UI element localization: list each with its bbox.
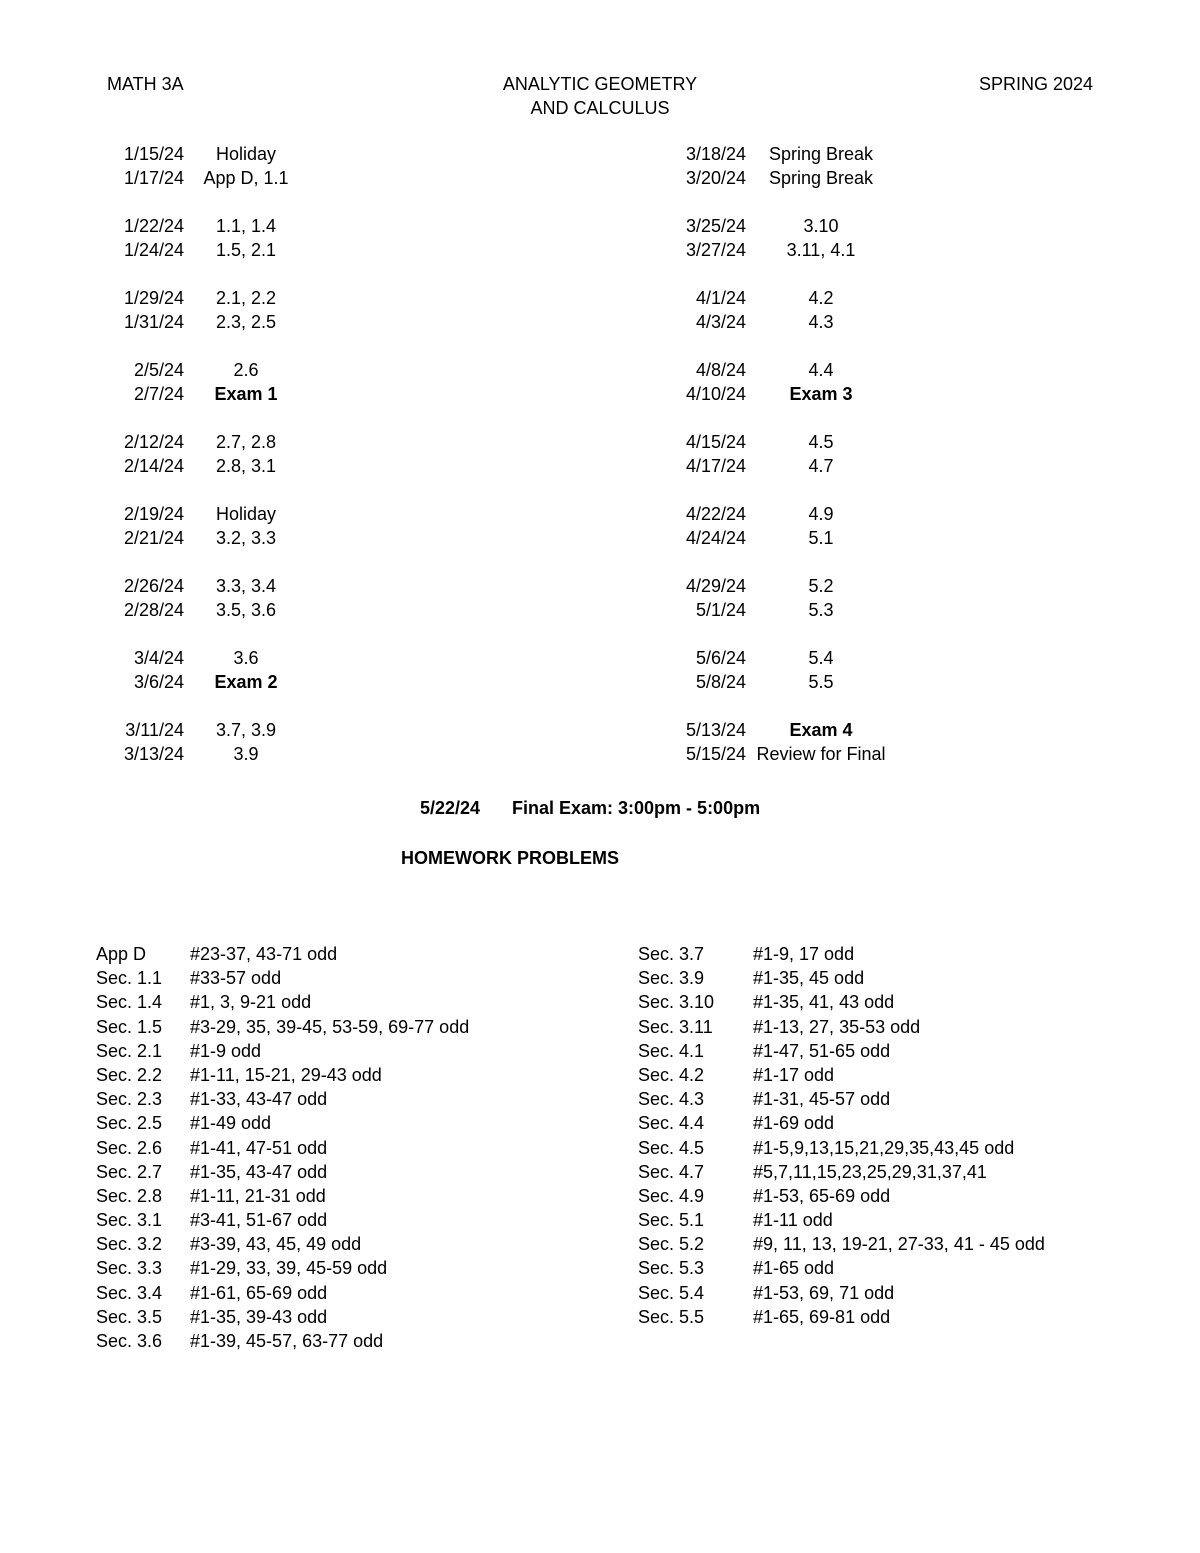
schedule-week-gap <box>100 694 308 718</box>
schedule-row <box>100 742 308 766</box>
schedule-date: 3/27/24 <box>685 240 746 261</box>
schedule-topic: 1.1, 1.4 <box>215 215 277 236</box>
homework-problems: #1-29, 33, 39, 45-59 odd <box>190 1258 388 1279</box>
homework-problems: #1-11, 15-21, 29-43 odd <box>190 1064 382 1085</box>
homework-row <box>96 1329 469 1353</box>
course-title-line-2: AND CALCULUS <box>530 98 670 118</box>
homework-row <box>638 1015 1045 1039</box>
schedule-topic: 4.2 <box>808 287 834 308</box>
homework-problems: #33-57 odd <box>190 968 282 989</box>
schedule-row <box>660 286 896 310</box>
schedule-topic: Spring Break <box>768 144 874 164</box>
schedule-week-gap <box>660 550 896 574</box>
schedule-row <box>100 310 308 334</box>
homework-problems: #1-31, 45-57 odd <box>753 1089 891 1110</box>
schedule-date: 3/13/24 <box>123 743 184 764</box>
homework-problems: #1-9, 17 odd <box>753 944 855 964</box>
schedule-topic: 5.1 <box>808 528 834 549</box>
homework-section: Sec. 4.3 <box>638 1089 705 1110</box>
homework-section: Sec. 4.7 <box>638 1161 705 1182</box>
schedule-date: 5/15/24 <box>685 743 746 764</box>
schedule-topic: 4.5 <box>808 431 834 452</box>
homework-section: Sec. 5.4 <box>638 1282 705 1303</box>
schedule-topic: 2.7, 2.8 <box>215 431 277 452</box>
schedule-date: 2/5/24 <box>133 359 184 380</box>
schedule-row <box>100 382 308 406</box>
homework-section: Sec. 2.6 <box>96 1137 163 1158</box>
schedule-topic: Spring Break <box>768 168 874 189</box>
schedule-row <box>660 430 896 454</box>
schedule-week-gap <box>100 550 308 574</box>
homework-section: Sec. 3.11 <box>638 1016 713 1037</box>
homework-row <box>638 1160 1045 1184</box>
schedule-topic: Holiday <box>215 144 277 164</box>
homework-section: Sec. 5.2 <box>638 1234 705 1255</box>
schedule-topic: 5.5 <box>808 671 834 692</box>
schedule-row <box>100 670 308 694</box>
schedule-date: 5/6/24 <box>695 647 746 668</box>
schedule-week-gap <box>660 694 896 718</box>
homework-row <box>96 942 469 966</box>
schedule-row <box>100 526 308 550</box>
homework-row <box>638 990 1045 1014</box>
homework-problems: #1-5,9,13,15,21,29,35,43,45 odd <box>753 1137 1015 1158</box>
schedule-row <box>660 454 896 478</box>
schedule-date: 3/6/24 <box>133 671 184 692</box>
homework-row <box>96 1111 469 1135</box>
schedule-row <box>100 598 308 622</box>
schedule-date: 3/11/24 <box>125 719 184 740</box>
schedule-date: 4/17/24 <box>685 456 746 477</box>
schedule-date: 1/29/24 <box>123 287 184 308</box>
homework-problems: #3-39, 43, 45, 49 odd <box>190 1234 362 1255</box>
homework-problems: #1-17 odd <box>753 1064 835 1085</box>
homework-problems: #1-35, 43-47 odd <box>190 1161 328 1182</box>
homework-section: Sec. 2.8 <box>96 1185 163 1206</box>
schedule-week-gap <box>100 406 308 430</box>
schedule-topic: App D, 1.1 <box>203 168 289 189</box>
schedule-topic: 2.6 <box>233 359 259 380</box>
schedule-date: 1/15/24 <box>123 144 184 164</box>
homework-row <box>96 1232 469 1256</box>
homework-problems: #1-11 odd <box>753 1210 833 1231</box>
schedule-row <box>100 574 308 598</box>
schedule-date: 4/24/24 <box>685 528 746 549</box>
homework-problems: #1-53, 69, 71 odd <box>753 1282 895 1303</box>
homework-row <box>638 1111 1045 1135</box>
homework-section: Sec. 4.1 <box>638 1040 705 1061</box>
homework-row <box>638 1039 1045 1063</box>
homework-problems: #1-39, 45-57, 63-77 odd <box>190 1331 384 1351</box>
schedule-topic: Review for Final <box>756 743 886 764</box>
homework-problems: #9, 11, 13, 19-21, 27-33, 41 - 45 odd <box>753 1234 1045 1255</box>
schedule-row <box>100 166 308 190</box>
homework-row <box>638 966 1045 990</box>
schedule-date: 2/21/24 <box>123 528 184 549</box>
schedule-row <box>660 358 896 382</box>
homework-section: App D <box>96 944 147 964</box>
schedule-date: 2/14/24 <box>123 456 184 477</box>
course-title-line-1: ANALYTIC GEOMETRY <box>502 74 698 94</box>
schedule-topic: Exam 1 <box>214 384 278 405</box>
schedule-topic: 3.11, 4.1 <box>786 240 856 261</box>
homework-left-column <box>96 942 469 1353</box>
schedule-row <box>100 142 308 166</box>
homework-section: Sec. 4.2 <box>638 1064 705 1085</box>
homework-problems: #1-35, 41, 43 odd <box>753 992 895 1013</box>
homework-section: Sec. 3.10 <box>638 992 715 1013</box>
final-exam-date: 5/22/24 <box>420 798 481 818</box>
schedule-row <box>100 454 308 478</box>
schedule-date: 2/26/24 <box>123 575 184 596</box>
schedule-row <box>660 502 896 526</box>
schedule-date: 1/22/24 <box>123 215 184 236</box>
schedule-topic: 5.4 <box>808 647 834 668</box>
homework-section: Sec. 2.7 <box>96 1161 163 1182</box>
schedule-date: 5/1/24 <box>695 600 746 620</box>
schedule-row <box>660 574 896 598</box>
schedule-date: 3/4/24 <box>133 647 184 668</box>
homework-problems: #1-65, 69-81 odd <box>753 1306 891 1327</box>
final-exam-text: Final Exam: 3:00pm - 5:00pm <box>512 798 761 818</box>
schedule-date: 5/8/24 <box>695 671 746 692</box>
homework-problems: #1-47, 51-65 odd <box>753 1040 891 1061</box>
homework-row <box>638 1256 1045 1280</box>
homework-row <box>638 1232 1045 1256</box>
homework-row <box>638 1305 1045 1329</box>
homework-problems: #1-41, 47-51 odd <box>190 1137 328 1158</box>
schedule-row <box>660 526 896 550</box>
homework-section: Sec. 1.5 <box>96 1016 163 1037</box>
homework-problems: #1-33, 43-47 odd <box>190 1089 328 1110</box>
homework-section: Sec. 3.2 <box>96 1234 163 1255</box>
homework-section: Sec. 3.4 <box>96 1282 163 1303</box>
homework-problems: #1-35, 39-43 odd <box>190 1306 328 1327</box>
schedule-date: 4/3/24 <box>695 312 746 333</box>
homework-section: Sec. 3.6 <box>96 1331 163 1351</box>
schedule-topic: Exam 2 <box>214 671 278 692</box>
schedule-topic: 4.4 <box>808 359 834 380</box>
schedule-topic: Exam 3 <box>789 384 853 405</box>
schedule-week-gap <box>660 622 896 646</box>
homework-row <box>96 1184 469 1208</box>
schedule-week-gap <box>100 478 308 502</box>
homework-section: Sec. 4.5 <box>638 1137 705 1158</box>
schedule-topic: 3.2, 3.3 <box>215 528 277 549</box>
schedule-topic: 2.8, 3.1 <box>215 456 277 477</box>
homework-row <box>638 1063 1045 1087</box>
homework-section: Sec. 3.7 <box>638 944 705 964</box>
homework-section: Sec. 2.2 <box>96 1064 163 1085</box>
homework-row <box>638 942 1045 966</box>
schedule-date: 3/18/24 <box>685 144 746 164</box>
homework-section: Sec. 3.9 <box>638 968 705 989</box>
schedule-topic: 5.2 <box>808 575 834 596</box>
schedule-topic: 4.7 <box>808 456 834 477</box>
schedule-week-gap <box>660 478 896 502</box>
schedule-row <box>660 238 896 262</box>
homework-section: Sec. 3.3 <box>96 1258 163 1279</box>
homework-section: Sec. 3.5 <box>96 1306 163 1327</box>
schedule-row <box>660 382 896 406</box>
schedule-row <box>100 238 308 262</box>
schedule-right-column <box>660 142 896 766</box>
schedule-topic: 3.10 <box>803 215 839 236</box>
homework-section: Sec. 3.1 <box>96 1210 163 1231</box>
schedule-week-gap <box>100 262 308 286</box>
homework-row <box>96 1208 469 1232</box>
schedule-week-gap <box>660 406 896 430</box>
schedule-week-gap <box>100 334 308 358</box>
schedule-date: 2/7/24 <box>133 384 184 405</box>
schedule-row <box>660 598 896 622</box>
homework-section: Sec. 5.1 <box>638 1210 705 1231</box>
schedule-week-gap <box>100 622 308 646</box>
schedule-date: 2/28/24 <box>123 600 184 620</box>
schedule-topic: 4.3 <box>808 312 834 333</box>
homework-right-column <box>638 942 1045 1329</box>
homework-row <box>96 990 469 1014</box>
homework-row <box>96 1015 469 1039</box>
schedule-week-gap <box>660 334 896 358</box>
schedule-row <box>100 358 308 382</box>
homework-section: Sec. 4.4 <box>638 1113 705 1134</box>
schedule-date: 4/29/24 <box>685 575 746 596</box>
homework-problems: #1, 3, 9-21 odd <box>190 992 312 1013</box>
term: SPRING 2024 <box>978 74 1093 94</box>
schedule-date: 1/24/24 <box>123 240 184 261</box>
homework-problems: #3-41, 51-67 odd <box>190 1210 328 1231</box>
schedule-date: 5/13/24 <box>685 719 746 740</box>
homework-problems: #1-11, 21-31 odd <box>190 1185 326 1206</box>
schedule-date: 1/17/24 <box>123 168 184 189</box>
homework-row <box>96 1281 469 1305</box>
schedule-row <box>100 646 308 670</box>
homework-section: Sec. 4.9 <box>638 1185 705 1206</box>
schedule-row <box>660 718 896 742</box>
homework-section: Sec. 5.3 <box>638 1258 705 1279</box>
schedule-topic: 3.7, 3.9 <box>215 719 277 740</box>
schedule-row <box>100 502 308 526</box>
schedule-row <box>660 670 896 694</box>
schedule-topic: 3.6 <box>233 647 259 668</box>
homework-row <box>638 1087 1045 1111</box>
schedule-topic: 5.3 <box>808 600 834 620</box>
schedule-topic: 3.3, 3.4 <box>215 575 277 596</box>
homework-title: HOMEWORK PROBLEMS <box>401 848 619 868</box>
homework-section: Sec. 2.3 <box>96 1089 163 1110</box>
schedule-row <box>660 166 896 190</box>
homework-row <box>638 1184 1045 1208</box>
schedule-date: 3/20/24 <box>685 168 746 189</box>
schedule-topic: Exam 4 <box>789 719 853 740</box>
schedule-date: 4/10/24 <box>685 384 746 405</box>
schedule-date: 4/22/24 <box>685 503 746 524</box>
schedule-row <box>660 742 896 766</box>
homework-row <box>96 1087 469 1111</box>
schedule-row <box>100 214 308 238</box>
schedule-row <box>660 214 896 238</box>
homework-section: Sec. 2.1 <box>96 1040 163 1061</box>
course-title <box>400 72 800 120</box>
homework-row <box>638 1281 1045 1305</box>
homework-row <box>638 1136 1045 1160</box>
schedule-week-gap <box>660 262 896 286</box>
schedule-topic: 3.5, 3.6 <box>215 600 277 620</box>
homework-problems: #1-49 odd <box>190 1113 272 1134</box>
schedule-topic: 4.9 <box>808 503 834 524</box>
homework-problems: #23-37, 43-71 odd <box>190 944 338 964</box>
homework-problems: #5,7,11,15,23,25,29,31,37,41 <box>753 1161 987 1182</box>
homework-row <box>96 1063 469 1087</box>
homework-section: Sec. 2.5 <box>96 1113 163 1134</box>
schedule-date: 4/15/24 <box>685 431 746 452</box>
homework-problems: #1-9 odd <box>190 1040 262 1061</box>
homework-problems: #1-69 odd <box>753 1113 835 1134</box>
schedule-row <box>100 286 308 310</box>
schedule-date: 4/1/24 <box>695 287 746 308</box>
schedule-topic: 3.9 <box>233 743 259 764</box>
homework-row <box>96 1305 469 1329</box>
schedule-topic: Holiday <box>215 503 277 524</box>
schedule-topic: 2.3, 2.5 <box>215 312 277 333</box>
homework-problems: #1-13, 27, 35-53 odd <box>753 1016 921 1037</box>
homework-row <box>96 1039 469 1063</box>
schedule-date: 2/12/24 <box>123 431 184 452</box>
homework-section: Sec. 5.5 <box>638 1306 705 1327</box>
schedule-left-column <box>100 142 308 766</box>
schedule-date: 1/31/24 <box>123 312 184 333</box>
homework-problems: #1-65 odd <box>753 1258 835 1279</box>
homework-row <box>96 1136 469 1160</box>
homework-problems: #1-61, 65-69 odd <box>190 1282 328 1303</box>
schedule-topic: 2.1, 2.2 <box>215 287 277 308</box>
schedule-topic: 1.5, 2.1 <box>215 240 277 261</box>
schedule-row <box>100 718 308 742</box>
homework-section: Sec. 1.4 <box>96 992 163 1013</box>
homework-row <box>96 1256 469 1280</box>
homework-problems: #3-29, 35, 39-45, 53-59, 69-77 odd <box>190 1016 470 1037</box>
schedule-row <box>660 142 896 166</box>
schedule-date: 4/8/24 <box>695 359 746 380</box>
schedule-week-gap <box>100 190 308 214</box>
schedule-row <box>660 310 896 334</box>
homework-problems: #1-53, 65-69 odd <box>753 1185 891 1206</box>
homework-row <box>96 966 469 990</box>
schedule-row <box>660 646 896 670</box>
schedule-date: 2/19/24 <box>123 503 184 524</box>
schedule-week-gap <box>660 190 896 214</box>
course-code: MATH 3A <box>107 74 184 94</box>
schedule-row <box>100 430 308 454</box>
homework-row <box>96 1160 469 1184</box>
homework-section: Sec. 1.1 <box>96 968 163 989</box>
homework-problems: #1-35, 45 odd <box>753 968 865 989</box>
homework-row <box>638 1208 1045 1232</box>
schedule-date: 3/25/24 <box>685 215 746 236</box>
